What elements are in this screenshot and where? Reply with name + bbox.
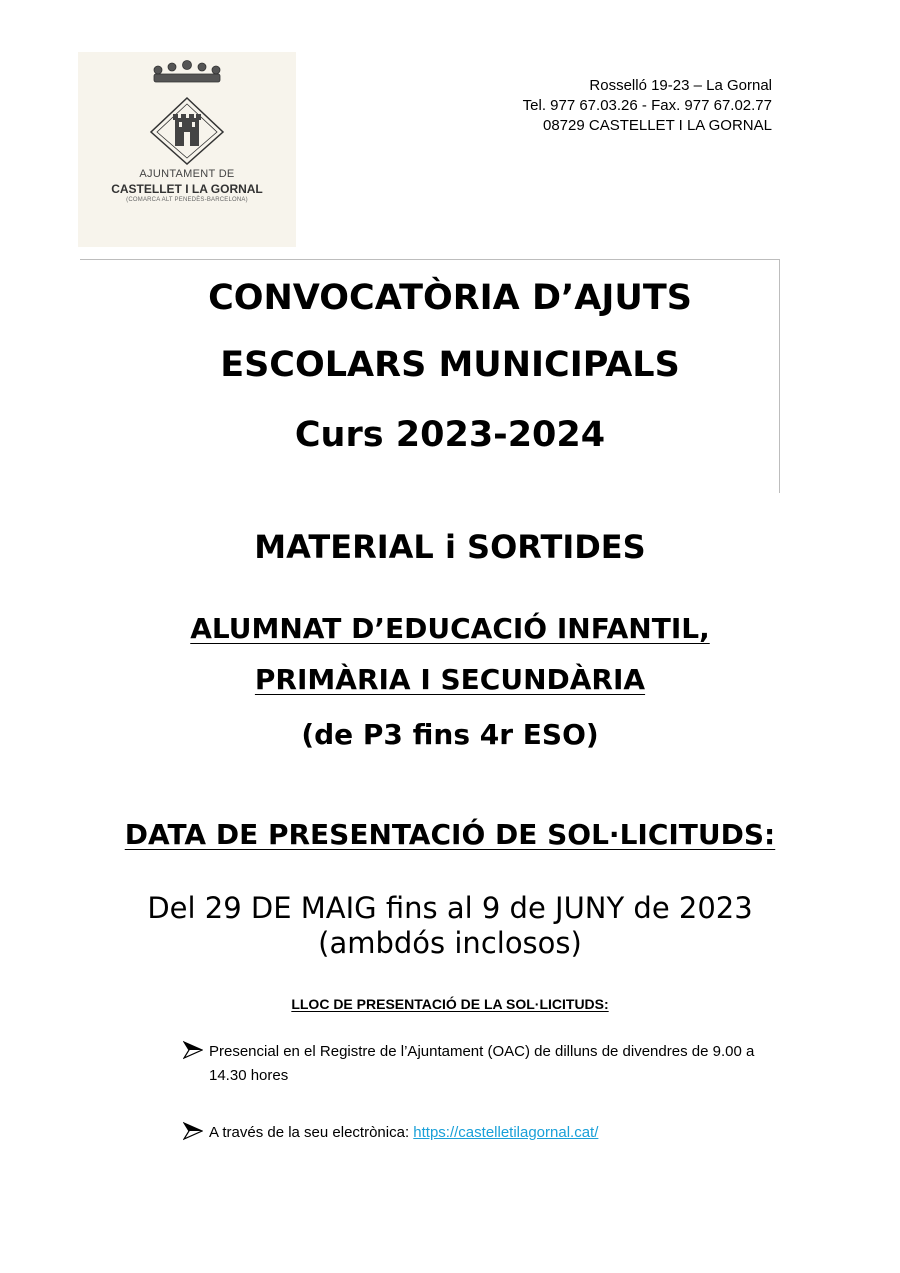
logo-text-municipality: CASTELLET I LA GORNAL bbox=[111, 182, 263, 196]
dates-heading-text: DATA DE PRESENTACIÓ DE SOL·LICITUDS: bbox=[124, 818, 776, 851]
coat-of-arms-icon bbox=[78, 52, 296, 167]
list-item-online bbox=[183, 1121, 783, 1145]
arrowhead-bullet-icon bbox=[183, 1121, 203, 1141]
address-phone-fax: Tel. 977 67.03.26 - Fax. 977 67.02.77 bbox=[522, 97, 772, 114]
title-line-1: CONVOCATÒRIA D’AJUTS bbox=[208, 278, 692, 318]
dates-range: Del 29 DE MAIG fins al 9 de JUNY de 2023 bbox=[147, 891, 753, 925]
address-street: Rosselló 19-23 – La Gornal bbox=[589, 77, 772, 94]
logo-text-ajuntament: AJUNTAMENT DE bbox=[139, 168, 235, 180]
municipal-logo bbox=[78, 52, 296, 247]
seu-electronica-link[interactable]: https://castelletilagornal.cat/ bbox=[413, 1124, 599, 1141]
audience-line-1 bbox=[0, 612, 900, 646]
online-text-prefix: A través de la seu electrònica: bbox=[209, 1124, 414, 1141]
address-postal: 08729 CASTELLET I LA GORNAL bbox=[542, 117, 772, 134]
in-person-text: Presencial en el Registre de l’Ajuntament (OAC) de dilluns de divendres de 9.00 a 14.30 hores bbox=[209, 1043, 755, 1084]
audience-line-2-text: PRIMÀRIA I SECUNDÀRIA bbox=[254, 663, 646, 696]
title-category: MATERIAL i SORTIDES bbox=[254, 528, 646, 566]
dates-note: (ambdós inclosos) bbox=[318, 926, 582, 960]
audience-line-2 bbox=[0, 663, 900, 697]
place-heading: LLOC DE PRESENTACIÓ DE LA SOL·LICITUDS: bbox=[291, 996, 609, 1012]
address-block bbox=[523, 76, 772, 136]
arrowhead-bullet-icon bbox=[183, 1040, 203, 1060]
dates-heading bbox=[0, 818, 900, 852]
logo-text-region: (COMARCA ALT PENEDÈS-BARCELONA) bbox=[126, 197, 248, 203]
online-text bbox=[209, 1121, 783, 1145]
title-line-2: ESCOLARS MUNICIPALS bbox=[220, 345, 680, 385]
header-divider bbox=[80, 259, 780, 260]
audience-line-1-text: ALUMNAT D’EDUCACIÓ INFANTIL, bbox=[190, 612, 710, 645]
title-course: Curs 2023-2024 bbox=[294, 415, 606, 455]
list-item-in-person bbox=[183, 1040, 783, 1088]
audience-range: (de P3 fins 4r ESO) bbox=[301, 718, 599, 751]
